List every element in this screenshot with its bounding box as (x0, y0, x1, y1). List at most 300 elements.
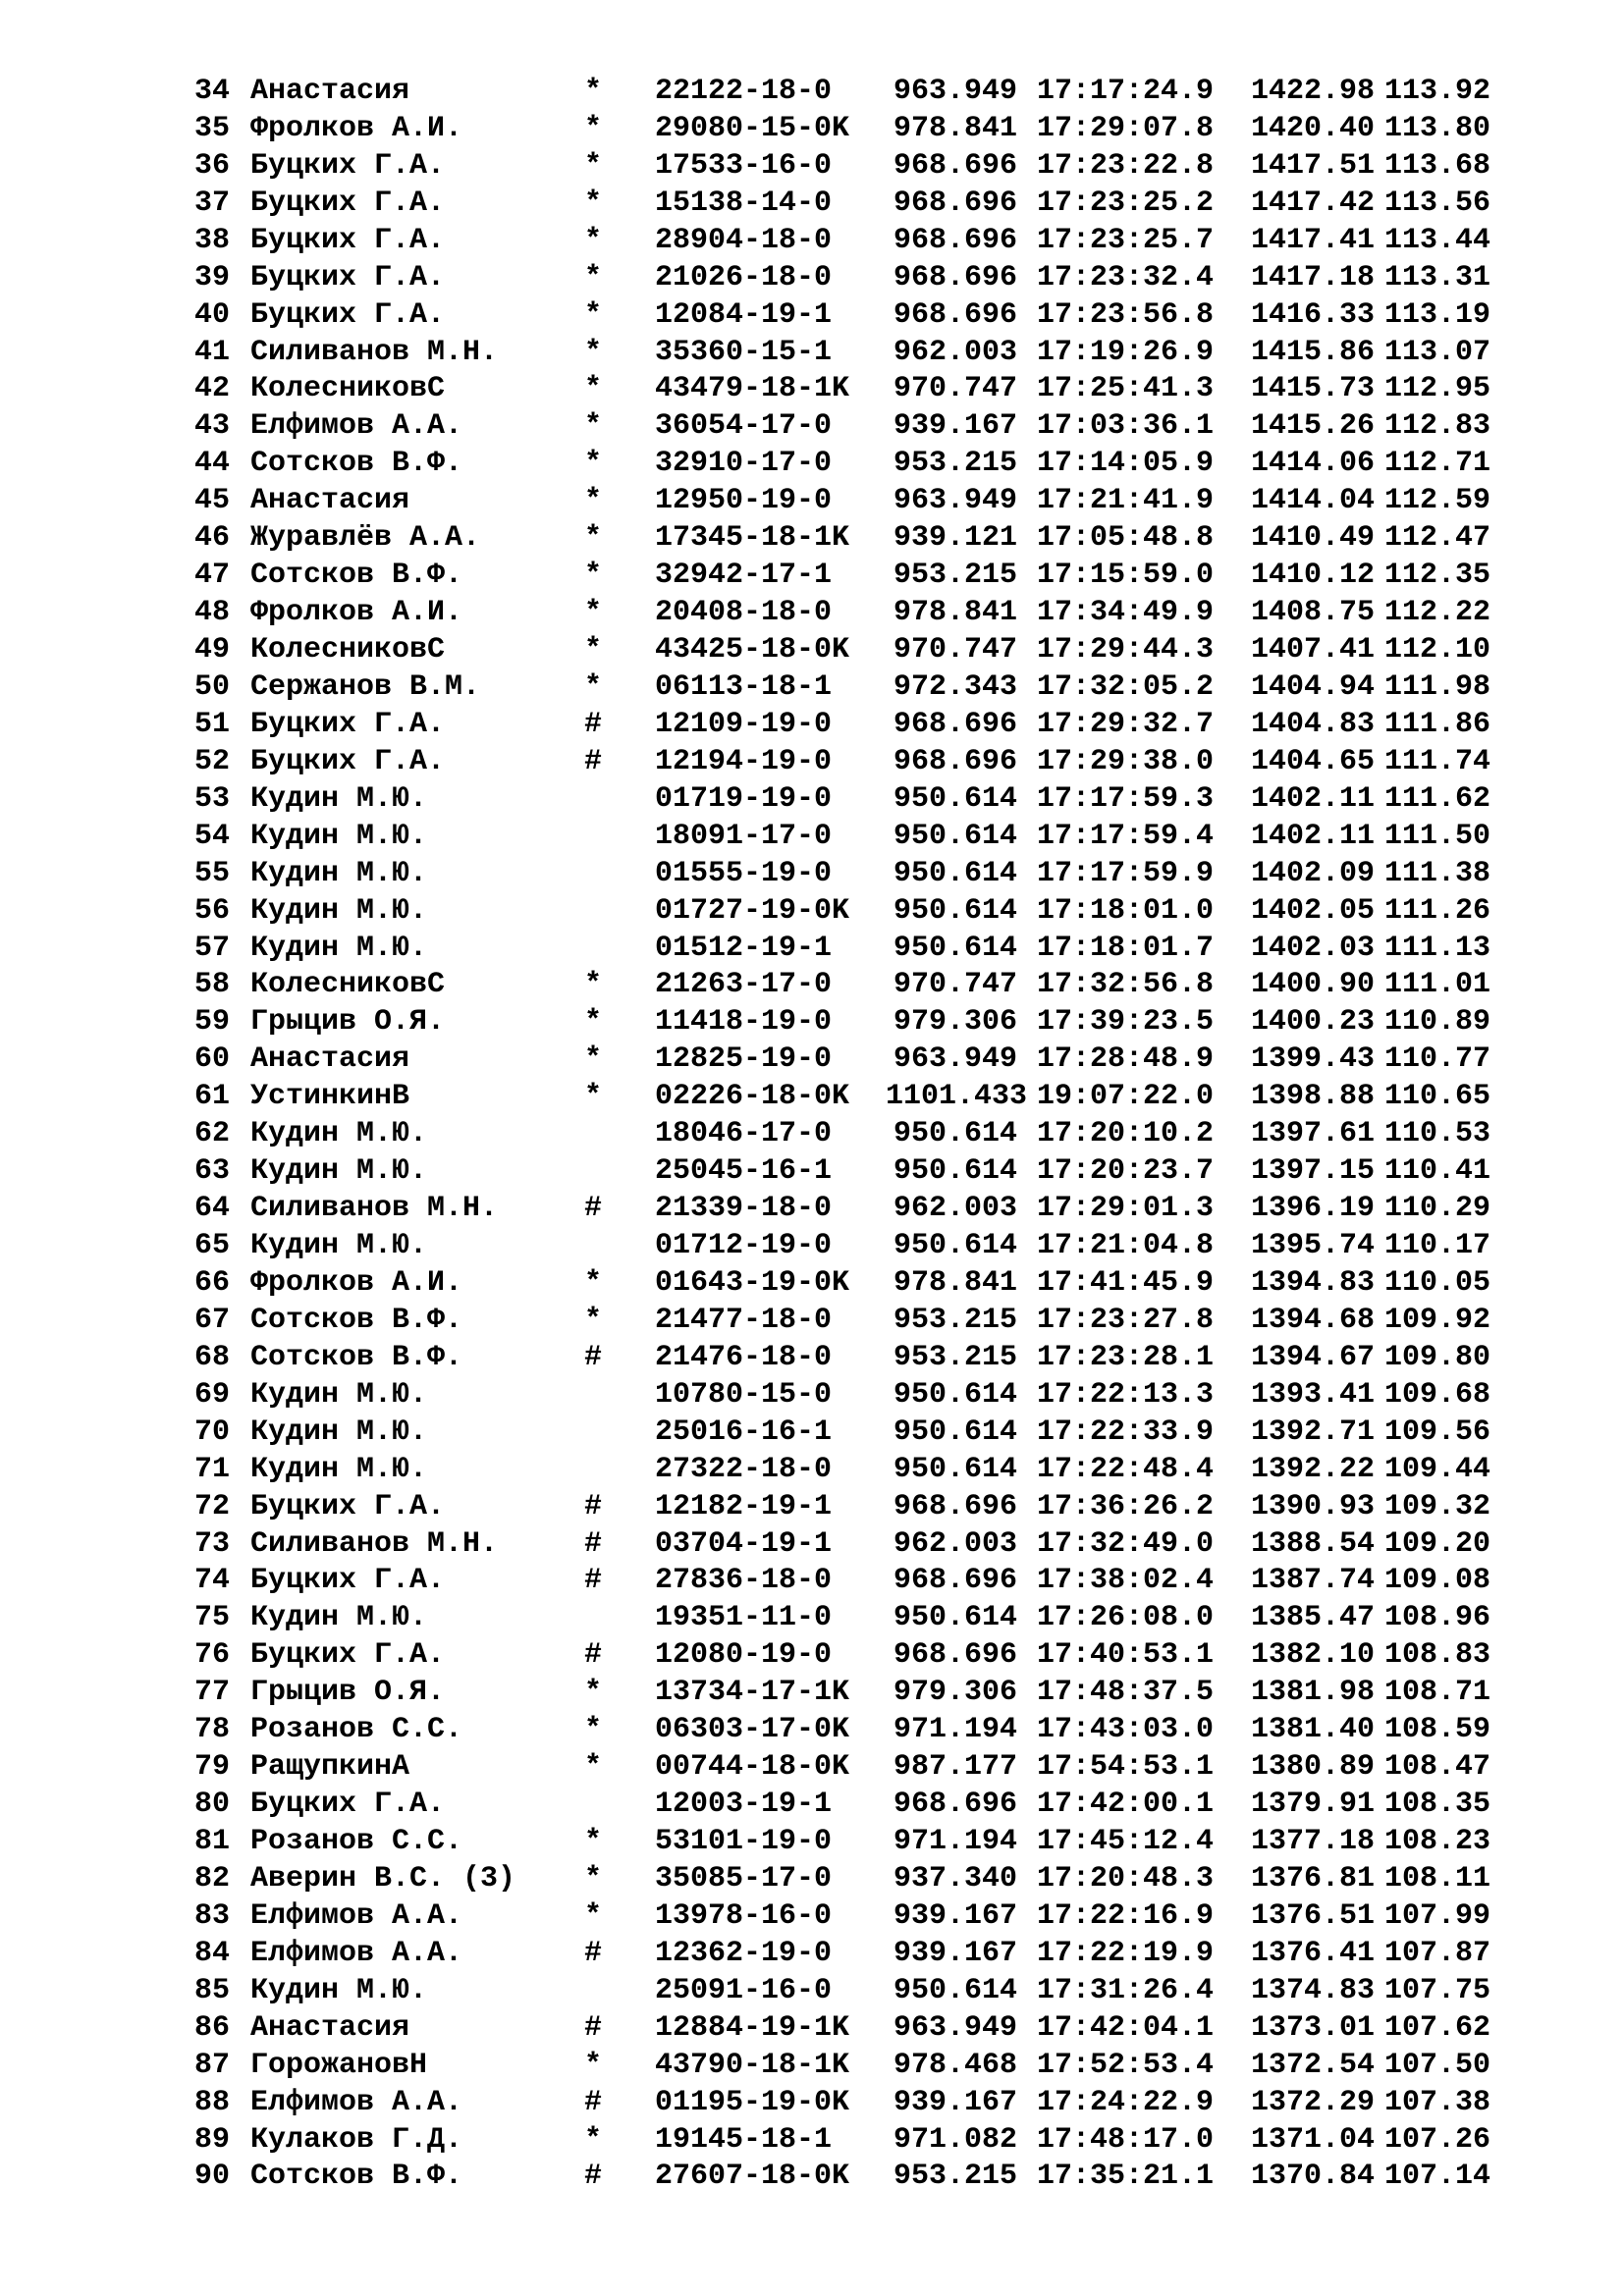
position-number: 84 (194, 1936, 231, 1970)
distance-value: 971.194 (893, 1825, 1017, 1859)
fancier-name: Буцких Г.А. (250, 223, 446, 257)
ring-number: 03704-19-1 (655, 1526, 833, 1561)
mark-symbol: # (584, 707, 603, 741)
arrival-time: 17:23:25.2 (1036, 186, 1214, 220)
table-row (194, 818, 1598, 855)
coefficient-value: 111.86 (1383, 707, 1490, 741)
arrival-time: 17:20:23.7 (1036, 1154, 1214, 1189)
mark-symbol: # (584, 1526, 603, 1561)
speed-value: 1376.81 (1250, 1861, 1375, 1896)
fancier-name: Елфимов А.А. (250, 1898, 463, 1933)
mark-symbol: * (584, 1265, 603, 1300)
coefficient-value: 112.71 (1383, 447, 1490, 481)
position-number: 50 (194, 669, 231, 704)
speed-value: 1382.10 (1250, 1638, 1375, 1673)
ring-number: 43479-18-1K (655, 372, 850, 406)
table-row (194, 1563, 1598, 1600)
table-row (194, 557, 1598, 594)
coefficient-value: 109.92 (1383, 1303, 1490, 1337)
speed-value: 1395.74 (1250, 1229, 1375, 1263)
fancier-name: Кудин М.Ю. (250, 1154, 428, 1189)
fancier-name: Кудин М.Ю. (250, 1973, 428, 2007)
ring-number: 01555-19-0 (655, 856, 833, 890)
position-number: 83 (194, 1898, 231, 1933)
ring-number: 01719-19-0 (655, 781, 833, 816)
position-number: 72 (194, 1489, 231, 1523)
position-number: 36 (194, 148, 231, 183)
ring-number: 27322-18-0 (655, 1452, 833, 1486)
mark-symbol: * (584, 1861, 603, 1896)
distance-value: 950.614 (893, 1377, 1017, 1412)
speed-value: 1402.11 (1250, 819, 1375, 853)
arrival-time: 17:29:32.7 (1036, 707, 1214, 741)
coefficient-value: 111.98 (1383, 669, 1490, 704)
fancier-name: Буцких Г.А. (250, 744, 446, 778)
coefficient-value: 113.56 (1383, 186, 1490, 220)
arrival-time: 17:24:22.9 (1036, 2085, 1214, 2119)
mark-symbol: # (584, 1638, 603, 1673)
position-number: 64 (194, 1192, 231, 1226)
table-row (194, 1860, 1598, 1897)
fancier-name: Аверин В.С. (3) (250, 1861, 516, 1896)
distance-value: 968.696 (893, 260, 1017, 294)
distance-value: 950.614 (893, 1154, 1017, 1189)
ring-number: 32910-17-0 (655, 447, 833, 481)
fancier-name: Кудин М.Ю. (250, 1415, 428, 1449)
mark-symbol: * (584, 148, 603, 183)
speed-value: 1415.73 (1250, 372, 1375, 406)
position-number: 71 (194, 1452, 231, 1486)
table-row (194, 407, 1598, 445)
table-row (194, 1823, 1598, 1860)
speed-value: 1402.03 (1250, 931, 1375, 965)
mark-symbol: # (584, 1936, 603, 1970)
arrival-time: 17:19:26.9 (1036, 335, 1214, 369)
distance-value: 939.167 (893, 409, 1017, 444)
speed-value: 1402.11 (1250, 781, 1375, 816)
position-number: 53 (194, 781, 231, 816)
distance-value: 978.841 (893, 111, 1017, 145)
speed-value: 1404.65 (1250, 744, 1375, 778)
ring-number: 10780-15-0 (655, 1377, 833, 1412)
coefficient-value: 109.44 (1383, 1452, 1490, 1486)
mark-symbol: * (584, 968, 603, 1002)
position-number: 78 (194, 1713, 231, 1747)
arrival-time: 17:22:48.4 (1036, 1452, 1214, 1486)
distance-value: 963.949 (893, 484, 1017, 518)
ring-number: 01727-19-0K (655, 893, 850, 928)
position-number: 57 (194, 931, 231, 965)
arrival-time: 17:17:59.4 (1036, 819, 1214, 853)
coefficient-value: 107.62 (1383, 2010, 1490, 2045)
fancier-name: Грыцив О.Я. (250, 1676, 446, 1710)
ring-number: 02226-18-0K (655, 1080, 850, 1114)
position-number: 43 (194, 409, 231, 444)
speed-value: 1394.83 (1250, 1265, 1375, 1300)
arrival-time: 17:18:01.0 (1036, 893, 1214, 928)
position-number: 41 (194, 335, 231, 369)
arrival-time: 17:15:59.0 (1036, 559, 1214, 593)
fancier-name: Кудин М.Ю. (250, 1117, 428, 1151)
coefficient-value: 107.50 (1383, 2048, 1490, 2082)
distance-value: 968.696 (893, 1564, 1017, 1598)
distance-value: 950.614 (893, 856, 1017, 890)
coefficient-value: 113.80 (1383, 111, 1490, 145)
distance-value: 979.306 (893, 1005, 1017, 1040)
speed-value: 1417.18 (1250, 260, 1375, 294)
coefficient-value: 107.38 (1383, 2085, 1490, 2119)
fancier-name: УстинкинВ (250, 1080, 410, 1114)
speed-value: 1374.83 (1250, 1973, 1375, 2007)
ring-number: 18046-17-0 (655, 1117, 833, 1151)
coefficient-value: 110.53 (1383, 1117, 1490, 1151)
speed-value: 1416.33 (1250, 297, 1375, 332)
distance-value: 968.696 (893, 1788, 1017, 1822)
fancier-name: Анастасия (250, 484, 410, 518)
speed-value: 1372.29 (1250, 2085, 1375, 2119)
arrival-time: 17:23:27.8 (1036, 1303, 1214, 1337)
mark-symbol: * (584, 1898, 603, 1933)
arrival-time: 17:22:19.9 (1036, 1936, 1214, 1970)
arrival-time: 17:34:49.9 (1036, 596, 1214, 630)
table-row (194, 1227, 1598, 1264)
mark-symbol: * (584, 186, 603, 220)
position-number: 51 (194, 707, 231, 741)
ring-number: 12182-19-1 (655, 1489, 833, 1523)
arrival-time: 17:38:02.4 (1036, 1564, 1214, 1598)
coefficient-value: 112.35 (1383, 559, 1490, 593)
arrival-time: 17:40:53.1 (1036, 1638, 1214, 1673)
arrival-time: 17:21:04.8 (1036, 1229, 1214, 1263)
coefficient-value: 108.71 (1383, 1676, 1490, 1710)
distance-value: 968.696 (893, 297, 1017, 332)
arrival-time: 17:03:36.1 (1036, 409, 1214, 444)
arrival-time: 17:20:10.2 (1036, 1117, 1214, 1151)
distance-value: 950.614 (893, 1117, 1017, 1151)
fancier-name: КолесниковС (250, 968, 446, 1002)
ring-number: 13978-16-0 (655, 1898, 833, 1933)
fancier-name: Кудин М.Ю. (250, 1377, 428, 1412)
distance-value: 970.747 (893, 968, 1017, 1002)
position-number: 90 (194, 2160, 231, 2194)
fancier-name: Буцких Г.А. (250, 1788, 446, 1822)
distance-value: 968.696 (893, 1489, 1017, 1523)
table-row (194, 185, 1598, 222)
fancier-name: Буцких Г.А. (250, 297, 446, 332)
speed-value: 1388.54 (1250, 1526, 1375, 1561)
position-number: 75 (194, 1601, 231, 1635)
ring-number: 27836-18-0 (655, 1564, 833, 1598)
position-number: 47 (194, 559, 231, 593)
distance-value: 939.167 (893, 1936, 1017, 1970)
coefficient-value: 113.07 (1383, 335, 1490, 369)
ring-number: 25016-16-1 (655, 1415, 833, 1449)
mark-symbol: # (584, 2160, 603, 2194)
table-row (194, 930, 1598, 967)
fancier-name: Кудин М.Ю. (250, 781, 428, 816)
distance-value: 939.167 (893, 1898, 1017, 1933)
fancier-name: Буцких Г.А. (250, 1638, 446, 1673)
coefficient-value: 110.05 (1383, 1265, 1490, 1300)
ring-number: 19145-18-1 (655, 2122, 833, 2157)
position-number: 70 (194, 1415, 231, 1449)
ring-number: 20408-18-0 (655, 596, 833, 630)
coefficient-value: 107.26 (1383, 2122, 1490, 2157)
table-row (194, 1488, 1598, 1525)
table-row (194, 1935, 1598, 1972)
distance-value: 972.343 (893, 669, 1017, 704)
table-row (194, 1972, 1598, 2009)
table-row (194, 1041, 1598, 1078)
arrival-time: 17:29:07.8 (1036, 111, 1214, 145)
table-row (194, 1115, 1598, 1152)
coefficient-value: 111.62 (1383, 781, 1490, 816)
speed-value: 1400.23 (1250, 1005, 1375, 1040)
speed-value: 1390.93 (1250, 1489, 1375, 1523)
coefficient-value: 113.44 (1383, 223, 1490, 257)
fancier-name: Сотсков В.Ф. (250, 1303, 463, 1337)
table-row (194, 1674, 1598, 1711)
ring-number: 12825-19-0 (655, 1042, 833, 1077)
table-row (194, 1190, 1598, 1227)
position-number: 77 (194, 1676, 231, 1710)
position-number: 48 (194, 596, 231, 630)
table-row (194, 1636, 1598, 1674)
mark-symbol: # (584, 1192, 603, 1226)
position-number: 68 (194, 1340, 231, 1374)
speed-value: 1394.68 (1250, 1303, 1375, 1337)
coefficient-value: 108.59 (1383, 1713, 1490, 1747)
fancier-name: Елфимов А.А. (250, 409, 463, 444)
distance-value: 950.614 (893, 1452, 1017, 1486)
mark-symbol: * (584, 74, 603, 108)
fancier-name: Анастасия (250, 2010, 410, 2045)
speed-value: 1397.61 (1250, 1117, 1375, 1151)
table-row (194, 2009, 1598, 2047)
arrival-time: 17:32:56.8 (1036, 968, 1214, 1002)
fancier-name: ГорожановН (250, 2048, 428, 2082)
fancier-name: Елфимов А.А. (250, 1936, 463, 1970)
coefficient-value: 107.99 (1383, 1898, 1490, 1933)
ring-number: 00744-18-0K (655, 1750, 850, 1785)
ring-number: 19351-11-0 (655, 1601, 833, 1635)
distance-value: 953.215 (893, 2160, 1017, 2194)
mark-symbol: * (584, 2048, 603, 2082)
ring-number: 35085-17-0 (655, 1861, 833, 1896)
fancier-name: КолесниковС (250, 372, 446, 406)
ring-number: 06113-18-1 (655, 669, 833, 704)
speed-value: 1370.84 (1250, 2160, 1375, 2194)
distance-value: 953.215 (893, 1340, 1017, 1374)
table-row (194, 110, 1598, 147)
table-row (194, 1339, 1598, 1376)
fancier-name: РащупкинА (250, 1750, 410, 1785)
speed-value: 1398.88 (1250, 1080, 1375, 1114)
position-number: 46 (194, 521, 231, 556)
mark-symbol: * (584, 1303, 603, 1337)
fancier-name: Буцких Г.А. (250, 1564, 446, 1598)
speed-value: 1415.26 (1250, 409, 1375, 444)
fancier-name: Фролков А.И. (250, 111, 463, 145)
fancier-name: Буцких Г.А. (250, 148, 446, 183)
table-row (194, 780, 1598, 818)
mark-symbol: * (584, 1042, 603, 1077)
ring-number: 12884-19-1K (655, 2010, 850, 2045)
distance-value: 968.696 (893, 223, 1017, 257)
arrival-time: 17:39:23.5 (1036, 1005, 1214, 1040)
speed-value: 1385.47 (1250, 1601, 1375, 1635)
ring-number: 01712-19-0 (655, 1229, 833, 1263)
table-row (194, 1078, 1598, 1115)
arrival-time: 17:41:45.9 (1036, 1265, 1214, 1300)
distance-value: 950.614 (893, 819, 1017, 853)
ring-number: 21026-18-0 (655, 260, 833, 294)
coefficient-value: 111.38 (1383, 856, 1490, 890)
distance-value: 950.614 (893, 781, 1017, 816)
position-number: 56 (194, 893, 231, 928)
position-number: 38 (194, 223, 231, 257)
speed-value: 1417.41 (1250, 223, 1375, 257)
arrival-time: 17:42:04.1 (1036, 2010, 1214, 2045)
arrival-time: 17:32:49.0 (1036, 1526, 1214, 1561)
fancier-name: Сотсков В.Ф. (250, 447, 463, 481)
table-row (194, 967, 1598, 1004)
table-row (194, 1376, 1598, 1414)
ring-number: 25045-16-1 (655, 1154, 833, 1189)
position-number: 86 (194, 2010, 231, 2045)
fancier-name: Буцких Г.А. (250, 1489, 446, 1523)
position-number: 63 (194, 1154, 231, 1189)
position-number: 89 (194, 2122, 231, 2157)
ring-number: 12194-19-0 (655, 744, 833, 778)
table-row (194, 631, 1598, 668)
coefficient-value: 108.96 (1383, 1601, 1490, 1635)
speed-value: 1376.41 (1250, 1936, 1375, 1970)
position-number: 65 (194, 1229, 231, 1263)
ring-number: 12080-19-0 (655, 1638, 833, 1673)
distance-value: 939.167 (893, 2085, 1017, 2119)
fancier-name: КолесниковС (250, 633, 446, 667)
fancier-name: Силиванов М.Н. (250, 335, 499, 369)
arrival-time: 17:05:48.8 (1036, 521, 1214, 556)
arrival-time: 17:23:22.8 (1036, 148, 1214, 183)
position-number: 73 (194, 1526, 231, 1561)
mark-symbol: * (584, 260, 603, 294)
position-number: 54 (194, 819, 231, 853)
speed-value: 1414.04 (1250, 484, 1375, 518)
table-row (194, 2084, 1598, 2121)
ring-number: 21339-18-0 (655, 1192, 833, 1226)
fancier-name: Кулаков Г.Д. (250, 2122, 463, 2157)
mark-symbol: * (584, 297, 603, 332)
table-row (194, 73, 1598, 110)
table-row (194, 1451, 1598, 1488)
coefficient-value: 110.77 (1383, 1042, 1490, 1077)
speed-value: 1392.71 (1250, 1415, 1375, 1449)
mark-symbol: * (584, 335, 603, 369)
arrival-time: 17:36:26.2 (1036, 1489, 1214, 1523)
fancier-name: Розанов С.С. (250, 1713, 463, 1747)
fancier-name: Буцких Г.А. (250, 186, 446, 220)
arrival-time: 17:21:41.9 (1036, 484, 1214, 518)
speed-value: 1415.86 (1250, 335, 1375, 369)
distance-value: 950.614 (893, 893, 1017, 928)
speed-value: 1393.41 (1250, 1377, 1375, 1412)
table-row (194, 1786, 1598, 1823)
position-number: 39 (194, 260, 231, 294)
ring-number: 21476-18-0 (655, 1340, 833, 1374)
table-row (194, 1897, 1598, 1935)
coefficient-value: 110.17 (1383, 1229, 1490, 1263)
speed-value: 1404.83 (1250, 707, 1375, 741)
position-number: 49 (194, 633, 231, 667)
coefficient-value: 112.10 (1383, 633, 1490, 667)
speed-value: 1417.42 (1250, 186, 1375, 220)
table-row (194, 668, 1598, 706)
ring-number: 12950-19-0 (655, 484, 833, 518)
arrival-time: 17:22:13.3 (1036, 1377, 1214, 1412)
mark-symbol: * (584, 1080, 603, 1114)
ring-number: 13734-17-1K (655, 1676, 850, 1710)
position-number: 34 (194, 74, 231, 108)
position-number: 69 (194, 1377, 231, 1412)
arrival-time: 17:35:21.1 (1036, 2160, 1214, 2194)
distance-value: 978.841 (893, 596, 1017, 630)
mark-symbol: * (584, 409, 603, 444)
ring-number: 43790-18-1K (655, 2048, 850, 2082)
coefficient-value: 107.75 (1383, 1973, 1490, 2007)
table-row (194, 147, 1598, 185)
mark-symbol: * (584, 1825, 603, 1859)
fancier-name: Кудин М.Ю. (250, 931, 428, 965)
arrival-time: 17:31:26.4 (1036, 1973, 1214, 2007)
mark-symbol: * (584, 1676, 603, 1710)
coefficient-value: 107.87 (1383, 1936, 1490, 1970)
table-row (194, 855, 1598, 892)
fancier-name: Анастасия (250, 74, 410, 108)
speed-value: 1410.12 (1250, 559, 1375, 593)
table-row (194, 2159, 1598, 2196)
mark-symbol: * (584, 2122, 603, 2157)
ring-number: 21263-17-0 (655, 968, 833, 1002)
mark-symbol: # (584, 744, 603, 778)
distance-value: 968.696 (893, 1638, 1017, 1673)
speed-value: 1372.54 (1250, 2048, 1375, 2082)
ring-number: 17345-18-1K (655, 521, 850, 556)
position-number: 88 (194, 2085, 231, 2119)
position-number: 80 (194, 1788, 231, 1822)
table-row (194, 1264, 1598, 1302)
distance-value: 979.306 (893, 1676, 1017, 1710)
speed-value: 1397.15 (1250, 1154, 1375, 1189)
table-row (194, 1711, 1598, 1748)
ring-number: 29080-15-0K (655, 111, 850, 145)
arrival-time: 17:18:01.7 (1036, 931, 1214, 965)
table-row (194, 706, 1598, 743)
coefficient-value: 112.83 (1383, 409, 1490, 444)
coefficient-value: 108.47 (1383, 1750, 1490, 1785)
arrival-time: 17:17:59.9 (1036, 856, 1214, 890)
fancier-name: Сотсков В.Ф. (250, 1340, 463, 1374)
fancier-name: Кудин М.Ю. (250, 856, 428, 890)
arrival-time: 17:45:12.4 (1036, 1825, 1214, 1859)
position-number: 82 (194, 1861, 231, 1896)
distance-value: 962.003 (893, 1192, 1017, 1226)
position-number: 61 (194, 1080, 231, 1114)
distance-value: 968.696 (893, 744, 1017, 778)
position-number: 67 (194, 1303, 231, 1337)
distance-value: 963.949 (893, 2010, 1017, 2045)
